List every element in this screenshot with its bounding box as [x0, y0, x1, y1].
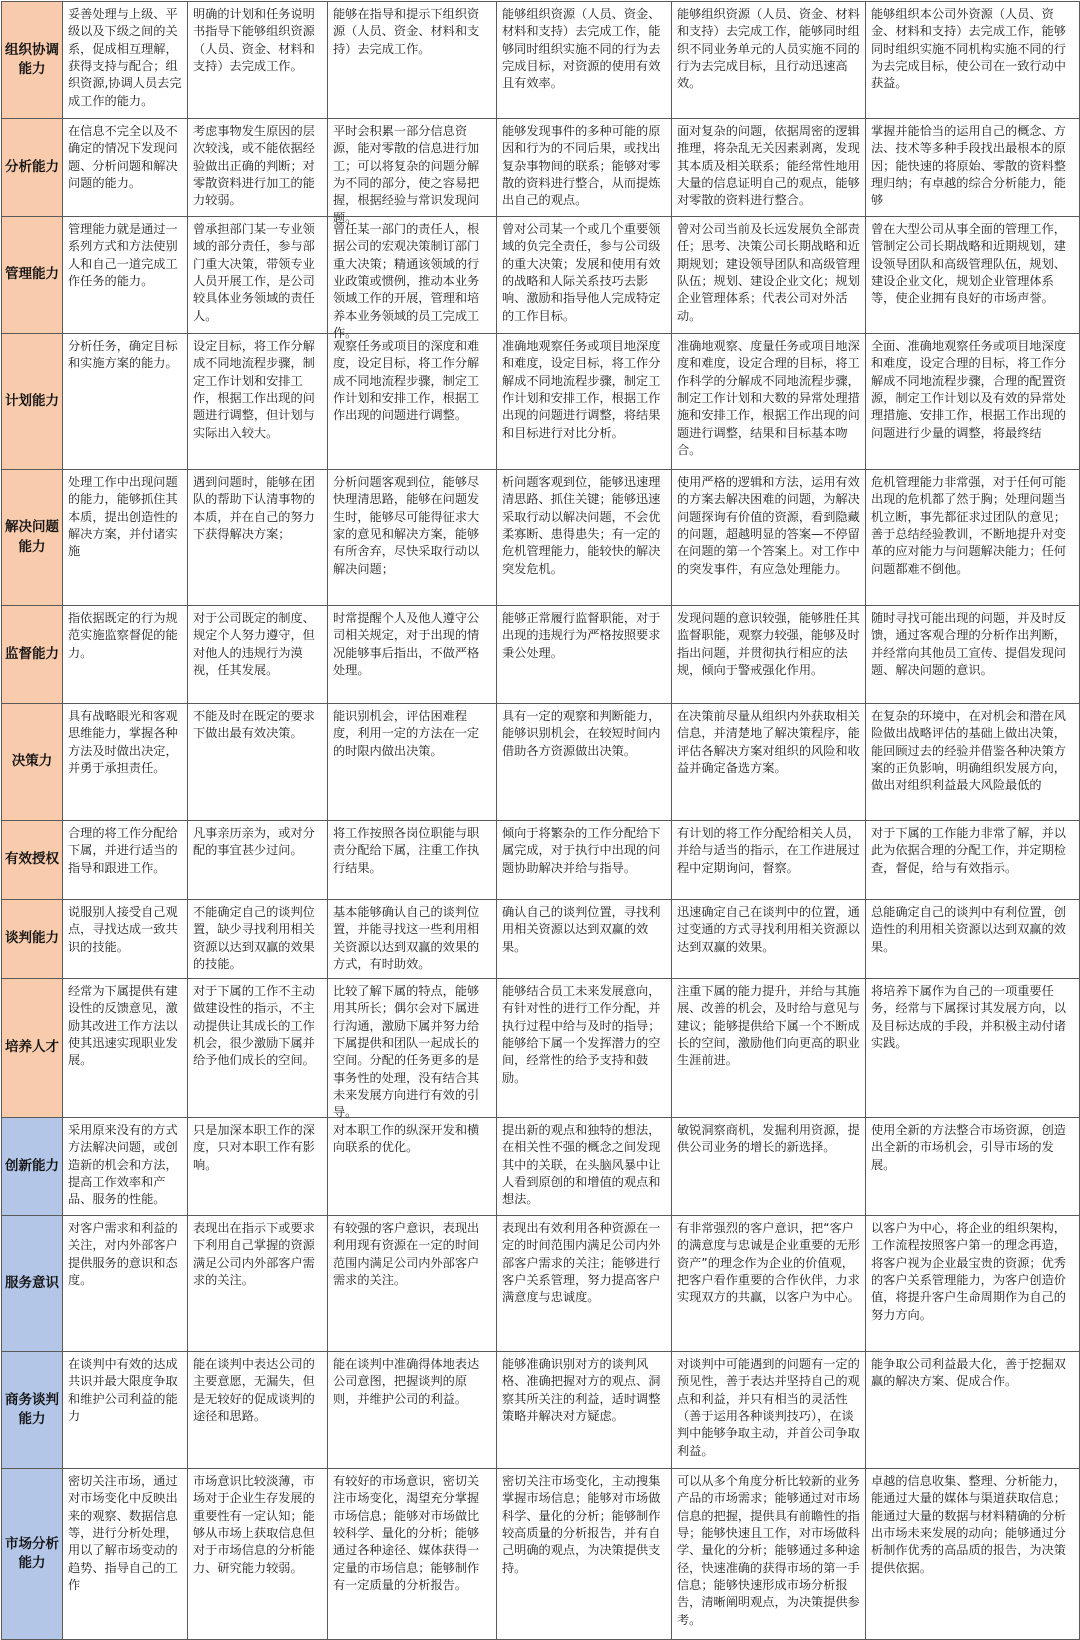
level-text: 分析问题客观到位，能够尽快理清思路，能够在问题发生时，能够尽可能得征求大家的意见和解决方案，能够有所舍弃，尽快采取行动以解决问题；	[333, 475, 480, 576]
level-text: 密切关注市场，通过对市场变化中反映出来的观察、数据信息等，进行分析处理，用以了解市场变动的趋势、指导自己的工作	[68, 1474, 178, 1592]
level-3-description	[328, 1216, 497, 1352]
level-text: 能够正常履行监督职能，对于出现的违规行为严格按照要求秉公处理。	[502, 611, 661, 660]
level-3-description	[328, 979, 497, 1118]
level-text: 对谈判中可能遇到的问题有一定的预见性，善于表达并坚持自己的观点和利益，并只有相当的灵活性（善于运用各种谈判技巧），在谈判中能够争取主动，并首公司争取利益。	[677, 1357, 860, 1458]
level-text: 设定目标，将工作分解成不同地流程步骤，制定工作计划和安排工作，根据工作出现的问题进行调整，但计划与实际出入较大。	[193, 339, 315, 440]
level-1-description	[63, 334, 188, 470]
level-text: 能够组织本公司外资源（人员、资金、材料和支持）去完成工作，能够同时组织实施不同机构实施不同的行为去完成目标，使公司在一致行动中获益。	[871, 7, 1066, 91]
competency-name: 有效授权	[2, 821, 63, 900]
level-4-description	[497, 1469, 672, 1640]
level-6-description	[866, 1216, 1080, 1352]
level-3-description	[328, 2, 497, 119]
level-3-description	[328, 900, 497, 979]
competency-name: 分析能力	[2, 119, 63, 217]
level-1-description	[63, 979, 188, 1118]
level-5-description	[672, 979, 866, 1118]
level-2-description	[188, 217, 328, 334]
competency-name: 计划能力	[2, 334, 63, 470]
level-text: 分析任务，确定目标和实施方案的能力。	[68, 339, 178, 371]
level-text: 准确地观察任务或项目地深度和难度，设定目标，将工作分解成不同地流程步骤，制定工作计划和安排工作，根据工作出现的问题进行调整，将结果和目标进行对比分析。	[502, 339, 661, 440]
level-2-description	[188, 606, 328, 704]
level-text: 比较了解下属的特点，能够用其所长；偶尔会对下属进行沟通，激励下属并努力给下属提供和团队一起成长的空间。分配的任务更多的是事务性的处理，没有结合其未来发展方向进行有效的引导。	[333, 984, 480, 1120]
competency-name: 创新能力	[2, 1118, 63, 1216]
level-text: 面对复杂的问题，依据周密的逻辑推理，将杂乱无关因素剥离，发现其本质及相关联系；能经常性地用大量的信息证明自己的观点，能够对零散的资料进行整合。	[677, 124, 860, 208]
level-text: 将工作按照各岗位职能与职责分配给下属，注重工作执行结果。	[333, 826, 480, 875]
level-4-description	[497, 979, 672, 1118]
level-text: 考虑事物发生原因的层次较浅，或不能依据经验做出正确的判断；对零散资料进行加工的能力较弱。	[193, 124, 315, 208]
level-text: 在决策前尽量从组织内外获取相关信息，并清楚地了解决策程序，能评估各解决方案对组织的风险和收益并确定备选方案。	[677, 709, 860, 775]
level-text: 说服别人接受自己观点，寻找达成一致共识的技能。	[68, 905, 178, 954]
level-6-description	[866, 470, 1080, 606]
level-text: 明确的计划和任务说明书指导下能够组织资源（人员、资金、材料和支持）去完成工作。	[193, 7, 315, 73]
level-3-description	[328, 1469, 497, 1640]
level-text: 卓越的信息收集、整理、分析能力，能通过大量的媒体与渠道获取信息；能通过大量的数据与材料精确的分析出市场未来发展的动向；能够通过分析制作优秀的高品质的报告，为决策提供依据。	[871, 1474, 1066, 1575]
competency-row	[2, 119, 1080, 217]
level-2-description	[188, 1216, 328, 1352]
level-5-description	[672, 1469, 866, 1640]
level-1-description	[63, 704, 188, 821]
level-text: 能够组织资源（人员、资金、材料和支持）去完成工作，能够同时组织不同业务单元的人员实施不同的行为去完成目标，且行动迅速高效。	[677, 7, 860, 91]
level-text: 采用原来没有的方式方法解决问题，或创造新的机会和方法，提高工作效率和产品、服务的性能。	[68, 1123, 178, 1207]
level-1-description	[63, 1216, 188, 1352]
level-text: 观察任务或项目的深度和难度，设定目标，将工作分解成不同地流程步骤，制定工作计划和安排工作，根据工作出现的问题进行调整。	[333, 339, 480, 423]
level-2-description	[188, 821, 328, 900]
competency-row	[2, 1118, 1080, 1216]
level-3-description	[328, 704, 497, 821]
level-6-description	[866, 217, 1080, 334]
level-text: 有较好的市场意识，密切关注市场变化，渴望充分掌握市场信息；能够对市场做比较科学、量化的分析；能够通过各种途径、媒体获得一定量的市场信息；能够制作有一定质量的分析报告。	[333, 1474, 480, 1592]
level-text: 在复杂的环境中，在对机会和潜在风险做出战略评估的基础上做出决策，能回顾过去的经验并借鉴各种决策方案的正负影响，明确组织发展方向，做出对组织利益最大风险最低的	[871, 709, 1066, 793]
level-text: 能够组织资源（人员、资金、材料和支持）去完成工作，能够同时组织实施不同的行为去完成目标，对资源的使用有效且有效率。	[502, 7, 661, 91]
competency-name: 组织协调能力	[2, 2, 63, 119]
level-3-description	[328, 1118, 497, 1216]
level-1-description	[63, 900, 188, 979]
level-text: 敏锐洞察商机，发掘利用资源，提供公司业务的增长的新选择。	[677, 1123, 860, 1155]
level-6-description	[866, 900, 1080, 979]
level-text: 对于下属的工作不主动做建设性的指示，不主动提供让其成长的工作机会，很少激励下属并给予他们成长的空间。	[193, 984, 315, 1068]
level-6-description	[866, 1469, 1080, 1640]
level-text: 能在谈判中表达公司的主要意愿，无漏失，但是无较好的促成谈判的途径和思路。	[193, 1357, 315, 1423]
level-text: 表现出在指示下或要求下利用自己掌握的资源满足公司内外部客户需求的关注。	[193, 1221, 315, 1287]
level-text: 有计划的将工作分配给相关人员，并给与适当的指示，在工作进展过程中定期询问，督察。	[677, 826, 860, 875]
level-5-description	[672, 821, 866, 900]
level-text: 准确地观察、度量任务或项目地深度和难度，设定合理的目标，将工作科学的分解成不同地流程步骤，制定工作计划和大数的异常处理措施和安排工作，根据工作出现的问题进行调整，结果和目标基本吻合。	[677, 339, 860, 457]
level-text: 管理能力就是通过一系列方式和方法使别人和自己一道完成工作任务的能力。	[68, 222, 178, 288]
level-4-description	[497, 900, 672, 979]
level-3-description	[328, 119, 497, 225]
level-5-description	[672, 119, 866, 217]
level-text: 合理的将工作分配给下属，并进行适当的指导和跟进工作。	[68, 826, 178, 875]
level-5-description	[672, 900, 866, 979]
level-text: 不能确定自己的谈判位置，缺少寻找利用相关资源以达到双赢的效果的技能。	[193, 905, 315, 971]
competency-row	[2, 2, 1080, 119]
level-text: 密切关注市场变化，主动搜集掌握市场信息；能够对市场做科学、量化的分析；能够制作较高质量的分析报告，并有自己明确的观点，为决策提供支持。	[502, 1474, 661, 1575]
level-text: 总能确定自己的谈判中有利位置，创造性的利用相关资源以达到双赢的效果。	[871, 905, 1066, 954]
level-1-description	[63, 470, 188, 606]
level-text: 对本职工作的纵深开发和横向联系的优化。	[333, 1123, 480, 1155]
level-2-description	[188, 470, 328, 606]
level-text: 时常提醒个人及他人遵守公司相关规定，对于出现的情况能够事后指出，不做严格处理。	[333, 611, 480, 677]
level-text: 能争取公司利益最大化，善于挖掘双赢的解决方案、促成合作。	[871, 1357, 1066, 1389]
level-1-description	[63, 1352, 188, 1469]
level-3-description	[328, 1352, 497, 1469]
level-5-description	[672, 606, 866, 704]
competency-name: 决策力	[2, 704, 63, 821]
level-text: 全面、准确地观察任务或项目地深度和难度，设定合理的目标，将工作分解成不同地流程步骤，合理的配置资源，制定工作计划以及有效的异常处理措施、安排工作，根据工作出现的问题进行少量的调整，将最终结	[871, 339, 1066, 440]
level-5-description	[672, 217, 866, 334]
level-text: 具有战略眼光和客观思维能力，掌握各种方法及时做出决定，并勇于承担责任。	[68, 709, 178, 775]
level-5-description	[672, 470, 866, 606]
level-text: 在信息不完全以及不确定的情况下发现问题、分析问题和解决问题的能力。	[68, 124, 178, 190]
level-text: 曾对公司当前及长远发展负全部责任；思考、决策公司长期战略和近期规划；建设领导团队和高级管理队伍；规划、建设企业文化；规划企业管理体系；代表公司对外活动。	[677, 222, 860, 323]
level-text: 曾在大型公司从事全面的管理工作，管制定公司长期战略和近期规划，建设领导团队和高级管理队伍，规划、建设企业文化，规划企业管理体系等，使企业拥有良好的市场声誉。	[871, 222, 1066, 306]
competency-name: 监督能力	[2, 606, 63, 704]
level-text: 经常为下属提供有建设性的反馈意见，激励其改进工作方法以使其迅速实现职业发展。	[68, 984, 178, 1068]
level-4-description	[497, 821, 672, 900]
level-2-description	[188, 979, 328, 1118]
level-1-description	[63, 217, 188, 334]
level-5-description	[672, 2, 866, 119]
level-4-description	[497, 704, 672, 821]
level-4-description	[497, 334, 672, 470]
level-4-description	[497, 119, 672, 217]
competency-row	[2, 334, 1080, 470]
level-text: 注重下属的能力提升，并给与其施展、改善的机会，及时给与意见与建议；能够提供给下属一个不断成长的空间，激励他们向更高的职业生涯前进。	[677, 984, 860, 1068]
level-text: 对客户需求和利益的关注，对内外部客户提供服务的意识和态度。	[68, 1221, 178, 1287]
level-3-description	[328, 821, 497, 900]
level-6-description	[866, 821, 1080, 900]
level-text: 能在谈判中准确得体地表达公司意图，把握谈判的原则，并维护公司的利益。	[333, 1357, 480, 1406]
competency-row	[2, 821, 1080, 900]
level-text: 使用全新的方法整合市场资源，创造出全新的市场机会，引导市场的发展。	[871, 1123, 1066, 1172]
level-text: 倾向于将繁杂的工作分配给下属完成，对于执行中出现的问题协助解决并给与指导。	[502, 826, 661, 875]
level-5-description	[672, 1118, 866, 1216]
level-text: 市场意识比较淡薄，市场对于企业生存发展的重要性有一定认知；能够从市场上获取信息但对于市场信息的分析能力、研究能力较弱。	[193, 1474, 315, 1575]
level-text: 确认自己的谈判位置，寻找利用相关资源以达到双赢的效果。	[502, 905, 661, 954]
competency-name: 解决问题能力	[2, 470, 63, 606]
level-2-description	[188, 704, 328, 821]
level-3-description	[328, 334, 497, 470]
level-2-description	[188, 1118, 328, 1216]
competency-name: 市场分析能力	[2, 1469, 63, 1640]
level-text: 能够准确识别对方的谈判风格、准确把握对方的观点、洞察其所关注的利益，适时调整策略并解决对方疑虑。	[502, 1357, 661, 1423]
level-3-description	[328, 606, 497, 704]
level-text: 妥善处理与上级、平级以及下级之间的关系，促成相互理解，获得支持与配合；组织资源,协调人员去完成工作的能力。	[68, 7, 182, 108]
level-text: 凡事亲历亲为，或对分配的事宜甚少过问。	[193, 826, 315, 858]
level-text: 使用严格的逻辑和方法，运用有效的方案去解决困难的问题，为解决问题探询有价值的资源，看到隐藏的问题，超越明显的答案—不停留在问题的第一个答案上。对工作中的突发事件，有应急处理能力。	[677, 475, 860, 576]
level-text: 只是加深本职工作的深度，只对本职工作有影响。	[193, 1123, 315, 1172]
level-4-description	[497, 1118, 672, 1216]
level-text: 随时寻找可能出现的问题，并及时反馈，通过客观合理的分析作出判断，并经常向其他员工宣传、提倡发现问题、解决问题的意识。	[871, 611, 1066, 677]
level-text: 基本能够确认自己的谈判位置，并能寻找这一些利用相关资源以达到双赢的效果的方式，有时助效。	[333, 905, 480, 971]
level-text: 表现出有效利用各种资源在一定的时间范围内满足公司内外部客户需求的关注；能够进行客户关系管理，努力提高客户满意度与忠诚度。	[502, 1221, 661, 1305]
level-text: 能识别机会，评估困难程度，利用一定的方法在一定的时限内做出决策。	[333, 709, 480, 758]
level-2-description	[188, 334, 328, 470]
level-text: 掌握并能恰当的运用自己的概念、方法、技术等多种手段找出最根本的原因；能快速的将原始、零散的资料整理归纳；有卓越的综合分析能力，能够	[871, 124, 1066, 208]
competency-row	[2, 217, 1080, 334]
level-text: 可以从多个角度分析比较新的业务产品的市场需求；能够通过对市场信息的把握，提供具有前瞻性的指导；能够快速且工作，对市场做科学、量化的分析；能够通过多种途径，快速准确的获得市场的第一手信息；能够快速形成市场分析报告，清晰阐明观点，为决策提供参考。	[677, 1474, 860, 1627]
level-text: 具有一定的观察和判断能力，能够识别机会，在较短时间内借助各方资源做出决策。	[502, 709, 661, 758]
level-1-description	[63, 1118, 188, 1216]
level-text: 能够在指导和提示下组织资源（人员、资金、材料和支持）去完成工作。	[333, 7, 480, 56]
level-2-description	[188, 119, 328, 217]
level-6-description	[866, 334, 1080, 470]
competency-row	[2, 979, 1080, 1118]
level-text: 曾承担部门某一专业领域的部分责任，参与部门重大决策，带领专业人员开展工作，是公司较具体业务领域的责任人。	[193, 222, 315, 323]
competency-row	[2, 1352, 1080, 1469]
competency-name: 管理能力	[2, 217, 63, 334]
level-text: 危机管理能力非常强，对于任何可能出现的危机都了然于胸；处理问题当机立断，事先都征求过团队的意见；善于总结经验教训，不断地提升对变革的应对能力与问题解决能力；任何问题都难不倒他。	[871, 475, 1066, 576]
competency-row	[2, 1216, 1080, 1352]
level-2-description	[188, 1469, 328, 1640]
level-text: 曾任某一部门的责任人，根据公司的宏观决策制订部门重大决策；精通该领域的行业政策或惯例，推动本业务领域工作的开展，管理和培养本业务领域的员工完成工作。	[333, 222, 480, 340]
level-4-description	[497, 1352, 672, 1469]
level-text: 对于公司既定的制度、规定个人努力遵守，但对他人的违规行为漠视，任其发展。	[193, 611, 315, 677]
level-4-description	[497, 606, 672, 704]
level-3-description	[328, 217, 497, 340]
level-5-description	[672, 334, 866, 470]
level-6-description	[866, 119, 1080, 217]
level-3-description	[328, 470, 497, 606]
level-text: 处理工作中出现问题的能力，能够抓住其本质，提出创造性的解决方案，并付诸实施	[68, 475, 178, 559]
level-2-description	[188, 900, 328, 979]
level-5-description	[672, 1216, 866, 1352]
level-1-description	[63, 119, 188, 217]
competency-name: 服务意识	[2, 1216, 63, 1352]
competency-row	[2, 606, 1080, 704]
level-4-description	[497, 217, 672, 334]
level-6-description	[866, 704, 1080, 821]
level-text: 迅速确定自己在谈判中的位置，通过变通的方式寻找利用相关资源以达到双赢的效果。	[677, 905, 860, 954]
level-5-description	[672, 1352, 866, 1469]
level-6-description	[866, 2, 1080, 119]
level-1-description	[63, 821, 188, 900]
level-4-description	[497, 2, 672, 119]
level-1-description	[63, 606, 188, 704]
level-1-description	[63, 2, 188, 119]
level-2-description	[188, 1352, 328, 1469]
level-text: 曾对公司某一个或几个重要领域的负完全责任，参与公司级的重大决策；发展和使用有效的战略和人际关系技巧去影响、激励和指导他人完成特定的工作目标。	[502, 222, 661, 323]
level-4-description	[497, 1216, 672, 1352]
level-text: 提出新的观点和独特的想法，在相关性不强的概念之间发现其中的关联，在头脑风暴中让人看到原创的和增值的观点和想法。	[502, 1123, 661, 1207]
level-text: 在谈判中有效的达成共识并最大限度争取和维护公司利益的能力	[68, 1357, 178, 1423]
level-text: 不能及时在既定的要求下做出最有效决策。	[193, 709, 315, 741]
level-text: 有非常强烈的客户意识，把“客户的满意度与忠诚是企业重要的无形资产”的理念作为企业的价值观，把客户看作重要的合作伙伴，力求实现双方的共赢，以客户为中心。	[677, 1221, 860, 1305]
level-text: 指依据既定的行为规范实施监察督促的能力。	[68, 611, 178, 660]
level-text: 对于下属的工作能力非常了解，并以此为依据合理的分配工作，并定期检查，督促，给与有效指示。	[871, 826, 1066, 875]
level-5-description	[672, 704, 866, 821]
level-4-description	[497, 470, 672, 606]
competency-row	[2, 470, 1080, 606]
level-text: 析问题客观到位，能够迅速理清思路、抓住关键；能够迅速采取行动以解决问题，不会优柔寡断、患得患失；有一定的危机管理能力，能较快的解决突发危机。	[502, 475, 661, 576]
level-6-description	[866, 1118, 1080, 1216]
competency-name: 培养人才	[2, 979, 63, 1118]
level-1-description	[63, 1469, 188, 1640]
level-6-description	[866, 606, 1080, 704]
level-text: 遇到问题时，能够在团队的帮助下认清事物的本质，并在自己的努力下获得解决方案；	[193, 475, 315, 541]
level-text: 平时会积累一部分信息资源，能对零散的信息进行加工；可以将复杂的问题分解为不同的部分，使之容易把握，根据经验与常识发现问题。	[333, 124, 480, 225]
competency-row	[2, 1469, 1080, 1640]
level-text: 能够发现事件的多种可能的原因和行为的不同后果，或找出复杂事物间的联系；能够对零散的资料进行整合，从而提炼出自己的观点。	[502, 124, 661, 208]
competency-row	[2, 704, 1080, 821]
level-2-description	[188, 2, 328, 119]
level-text: 发现问题的意识较强，能够胜任其监督职能，观察力较强，能够及时指出问题，并贯彻执行相应的法规，倾向于警戒强化作用。	[677, 611, 860, 677]
level-6-description	[866, 1352, 1080, 1469]
level-text: 有较强的客户意识，表现出利用现有资源在一定的时间范围内满足公司内外部客户需求的关注。	[333, 1221, 480, 1287]
competency-row	[2, 900, 1080, 979]
level-text: 将培养下属作为自己的一项重要任务，经常与下属探讨其发展方向，以及目标达成的手段，并积极主动付诸实践。	[871, 984, 1066, 1050]
level-text: 能够结合员工未来发展意向，有针对性的进行工作分配，并执行过程中给与及时的指导；能够给下属一个发挥潜力的空间，经常性的给予支持和鼓励。	[502, 984, 661, 1085]
level-text: 以客户为中心，将企业的组织架构，工作流程按照客户第一的理念再造，将客户视为企业最宝贵的资源；优秀的客户关系管理能力，为客户创造价值，将提升客户生命周期作为自己的努力方向。	[871, 1221, 1066, 1322]
competency-name: 谈判能力	[2, 900, 63, 979]
competency-name: 商务谈判能力	[2, 1352, 63, 1469]
level-6-description	[866, 979, 1080, 1118]
competency-matrix	[1, 1, 1080, 1640]
